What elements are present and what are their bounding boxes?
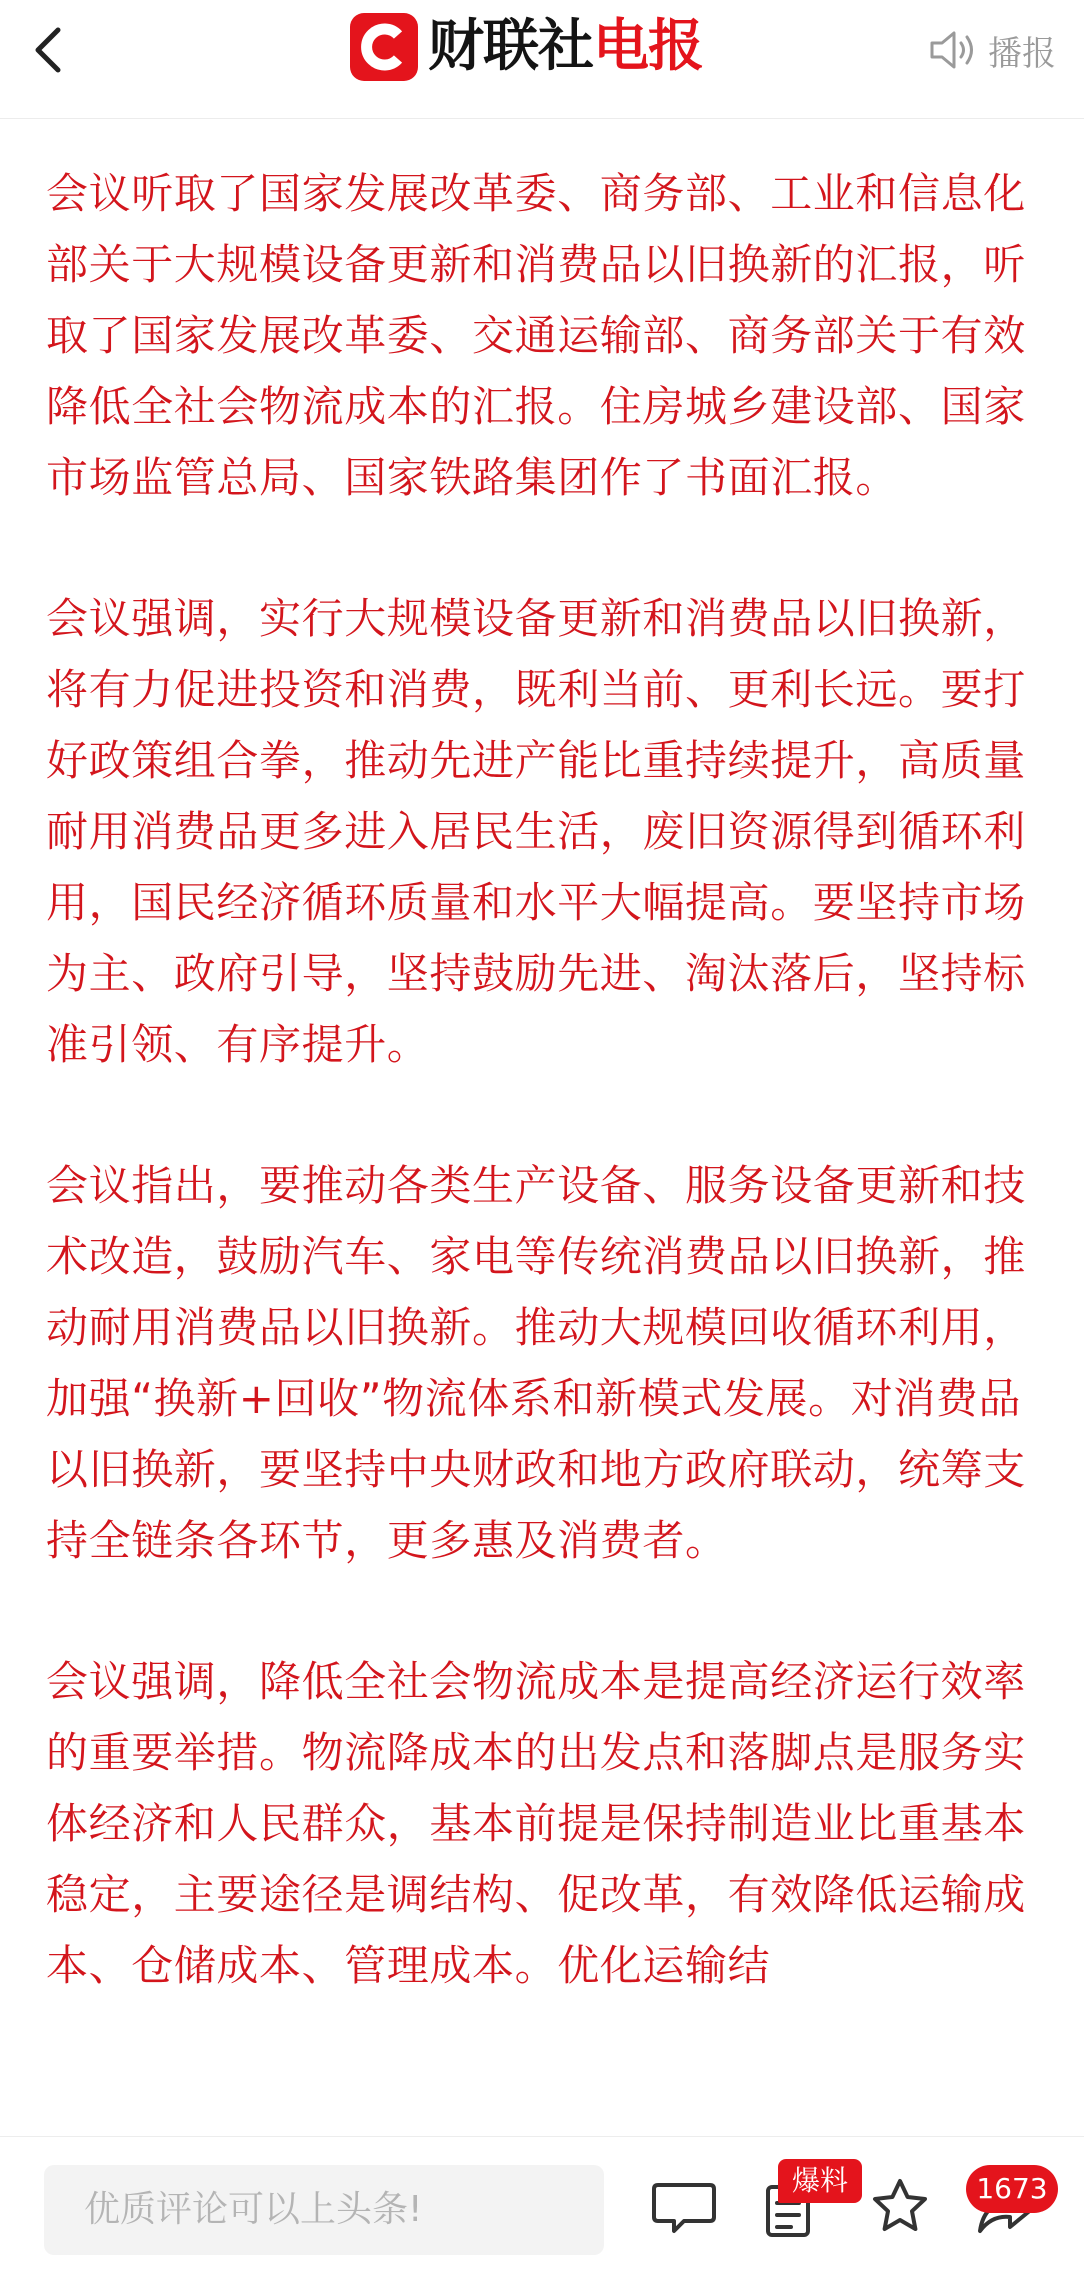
comment-icon [644, 2167, 724, 2247]
article-paragraph-2: 会议强调，实行大规模设备更新和消费品以旧换新，将有力促进投资和消费，既利当前、更利长远。要打好政策组合拳，推动先进产能比重持续提升，高质量耐用消费品更多进入居民生活，废旧资源得到循环利用，国民经济循环质量和水平大幅提高。要坚持市场为主、政府引导，坚持鼓励先进、淘汰落后，坚持标准引领、有序提升。 [46, 594, 1026, 1069]
bottom-action-bar [0, 2136, 1084, 2285]
favorite-button[interactable] [860, 2167, 940, 2247]
article-paragraph-4: 会议强调，降低全社会物流成本是提高经济运行效率的重要举措。物流降成本的出发点和落脚点是服务实体经济和人民群众，基本前提是保持制造业比重基本稳定，主要途径是调结构、促改革，有效降低运输成本、仓储成本、管理成本。优化运输结 [46, 1657, 1026, 1990]
top-bar [0, 0, 1084, 119]
article-paragraph-3: 会议指出，要推动各类生产设备、服务设备更新和技术改造，鼓励汽车、家电等传统消费品以旧换新，推动耐用消费品以旧换新。推动大规模回收循环利用，加强“换新+回收”物流体系和新模式发展。对消费品以旧换新，要坚持中央财政和地方政府联动，统筹支持全链条各环节，更多惠及消费者。 [46, 1161, 1026, 1565]
brand-title [428, 12, 703, 82]
report-badge[interactable]: 爆料 [778, 2159, 862, 2203]
brand-accent-text: 电报 [593, 14, 703, 79]
article-body [46, 158, 1046, 2108]
comment-input[interactable]: 优质评论可以上头条! [44, 2165, 604, 2255]
back-icon [30, 18, 90, 82]
share-count-badge: 1673 [966, 2165, 1058, 2213]
back-button[interactable] [30, 18, 90, 82]
comment-button[interactable] [644, 2167, 724, 2247]
speaker-icon [928, 28, 978, 72]
star-icon [860, 2167, 940, 2247]
article-paragraph-1: 会议听取了国家发展改革委、商务部、工业和信息化部关于大规模设备更新和消费品以旧换新的汇报，听取了国家发展改革委、交通运输部、商务部关于有效降低全社会物流成本的汇报。住房城乡建设部、国家市场监管总局、国家铁路集团作了书面汇报。 [46, 169, 1026, 502]
brand-header [350, 12, 703, 82]
broadcast-button[interactable] [928, 20, 1056, 80]
brand-main-text: 财联社 [428, 14, 593, 79]
cls-logo-icon [350, 13, 418, 81]
broadcast-label: 播报 [988, 33, 1056, 74]
